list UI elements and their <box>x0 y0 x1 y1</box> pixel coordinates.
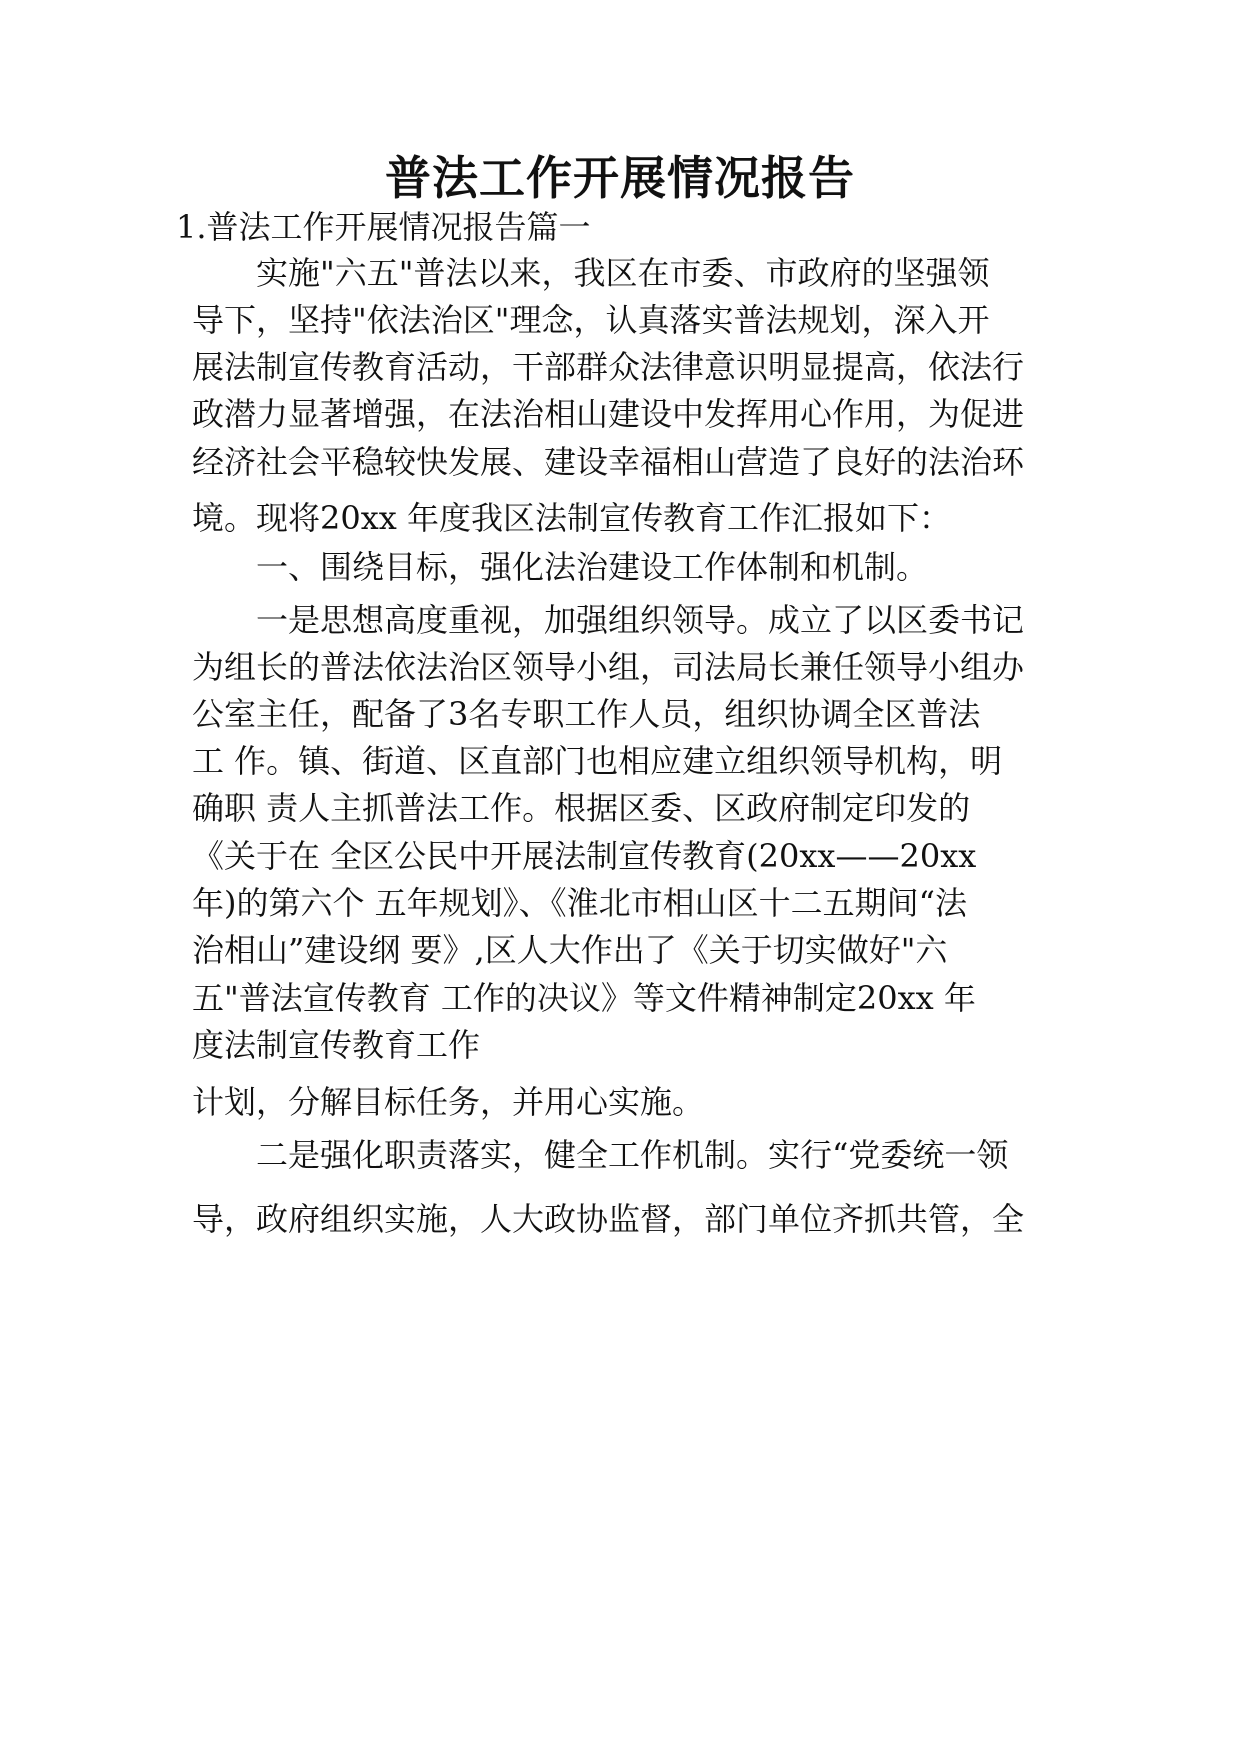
paragraph-line: 政潜力显著增强，在法治相山建设中发挥用心作用，为促进 <box>192 395 1025 433</box>
paragraph-line: 年)的第六个 五年规划》、《淮北市相山区十二五期间“法 <box>192 884 968 922</box>
paragraph-line: 计划，分解目标任务，并用心实施。 <box>192 1083 705 1121</box>
paragraph-line: 境。现将20xx 年度我区法制宣传教育工作汇报如下： <box>192 499 951 537</box>
paragraph-line: 实施"六五"普法以来，我区在市委、市政府的坚强领 <box>256 254 990 292</box>
paragraph-line: 二是强化职责落实，健全工作机制。实行“党委统一领 <box>256 1136 1009 1174</box>
paragraph-line: 导，政府组织实施，人大政协监督，部门单位齐抓共管，全 <box>192 1200 1025 1238</box>
paragraph-line: 确职 责人主抓普法工作。根据区委、区政府制定印发的 <box>192 789 971 827</box>
paragraph-line: 导下，坚持"依法治区"理念，认真落实普法规划，深入开 <box>192 301 990 339</box>
paragraph-line: 展法制宣传教育活动，干部群众法律意识明显提高，依法行 <box>192 348 1025 386</box>
paragraph-line: 五"普法宣传教育 工作的决议》等文件精神制定20xx 年 <box>192 979 976 1017</box>
paragraph-line: 度法制宣传教育工作 <box>192 1026 481 1064</box>
paragraph-line: 为组长的普法依法治区领导小组，司法局长兼任领导小组办 <box>192 648 1025 686</box>
document-title: 普法工作开展情况报告 <box>385 151 855 205</box>
paragraph-line: 经济社会平稳较快发展、建设幸福相山营造了良好的法治环 <box>192 443 1025 481</box>
paragraph-line: 公室主任，配备了3名专职工作人员，组织协调全区普法 <box>192 695 981 733</box>
paragraph-line: 治相山”建设纲 要》,区人大作出了《关于切实做好"六 <box>192 931 948 969</box>
paragraph-line: 一、围绕目标，强化法治建设工作体制和机制。 <box>256 548 929 586</box>
section-heading: 1.普法工作开展情况报告篇一 <box>176 208 591 246</box>
paragraph-line: 一是思想高度重视，加强组织领导。成立了以区委书记 <box>256 601 1025 639</box>
paragraph-line: 工 作。镇、街道、区直部门也相应建立组织领导机构，明 <box>192 742 1003 780</box>
paragraph-line: 《关于在 全区公民中开展法制宣传教育(20xx——20xx <box>192 837 977 875</box>
